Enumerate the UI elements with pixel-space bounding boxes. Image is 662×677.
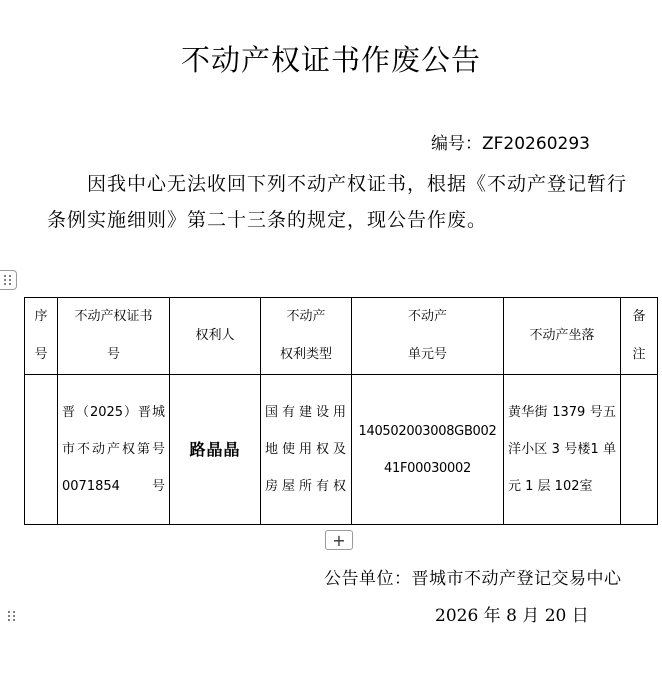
cell-certificate-no: 晋（2025）晋城市不动产权第号 0071854 号 — [58, 375, 170, 525]
table-header-row — [25, 298, 658, 375]
announcement-body: 因我中心无法收回下列不动产权证书，根据《不动产登记暂行条例实施细则》第二十三条的规定，现公告作废。 — [47, 173, 628, 231]
cell-location: 黄华街 1379 号五洋小区 3 号楼1 单元 1 层 102室 — [504, 375, 621, 525]
header-seq: 序 号 — [25, 298, 58, 375]
paragraph-drag-handle[interactable] — [6, 606, 18, 626]
header-owner: 权利人 — [170, 298, 261, 375]
document-number: 编号：ZF20260293 — [431, 134, 590, 154]
add-row-button[interactable]: + — [325, 530, 353, 550]
header-remark: 备 注 — [621, 298, 658, 375]
cell-right-type: 国有建设用地使用权及房屋所有权 — [261, 375, 352, 525]
table-row — [25, 375, 658, 525]
certificate-table — [24, 297, 658, 525]
page-title: 不动产权证书作废公告 — [180, 43, 481, 77]
announcement-date: 2026 年 8 月 20 日 — [435, 606, 589, 626]
header-location: 不动产坐落 — [504, 298, 621, 375]
cell-unit-no: 140502003008GB00241F00030002 — [352, 375, 504, 525]
cell-remark — [621, 375, 658, 525]
cell-owner: 路晶晶 — [170, 375, 261, 525]
header-right-type: 不动产 权利类型 — [261, 298, 352, 375]
header-certificate-no: 不动产权证书 号 — [58, 298, 170, 375]
cell-seq — [25, 375, 58, 525]
issuing-unit: 公告单位：晋城市不动产登记交易中心 — [324, 569, 622, 589]
header-unit-no: 不动产 单元号 — [352, 298, 504, 375]
table-drag-handle[interactable] — [0, 270, 17, 290]
drag-handle-icon — [8, 611, 16, 621]
drag-handle-icon — [4, 275, 12, 285]
